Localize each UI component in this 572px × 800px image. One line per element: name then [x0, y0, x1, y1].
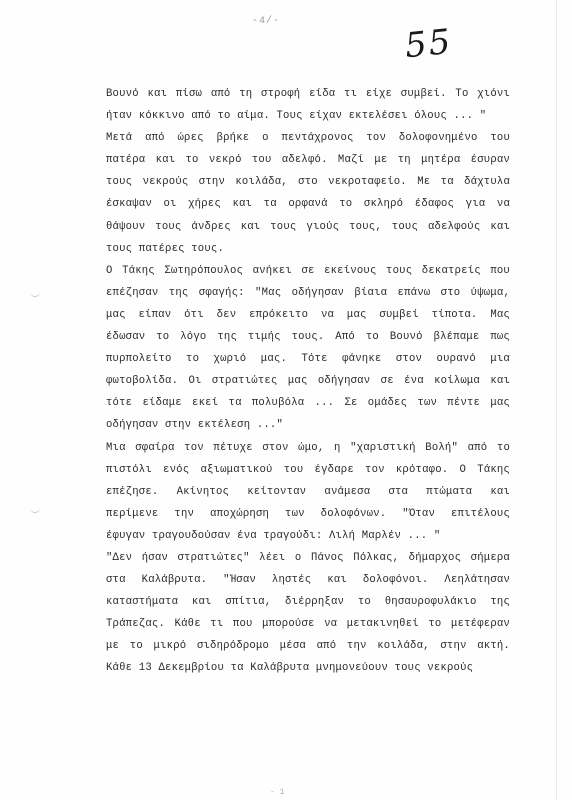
text-line: στα Καλάβρυτα. "Ήσαν ληστές και δολοφόνοι. Λεηλάτησαν [106, 574, 510, 587]
text-line: έσκαψαν οι χήρες και τα ορφανά το σκληρό έδαφος για να [106, 198, 510, 211]
body-text [106, 83, 510, 680]
punch-hole-mark [30, 290, 40, 297]
handwritten-page-number: 55 [403, 21, 455, 67]
text-line: τους πατέρες τους. [106, 242, 225, 255]
text-line: περίμενε την αποχώρηση των δολοφόνων. "Όταν επιτέλους [106, 507, 510, 520]
text-line: Κάθε 13 Δεκεμβρίου τα Καλάβρυτα μνημονεύουν τους νεκρούς [106, 662, 474, 675]
text-line: πυρπολείτο το χωριό μας. Τότε φάνηκε στον ουρανό μια [106, 353, 510, 366]
text-line: Βουνό και πίσω από τη στροφή είδα τι είχε συμβεί. Το χιόνι [106, 88, 510, 100]
text-line: επέζησαν της σφαγής: "Μας οδήγησαν βίαια επάνω στο ύψωμα, [106, 286, 510, 299]
text-line: καταστήματα και σπίτια, διέρρηξαν το θησαυροφυλάκιο της [106, 596, 510, 609]
text-line: έφυγαν τραγουδούσαν ένα τραγούδι: Λιλή Μαρλέν ... " [106, 529, 441, 542]
text-line: Μια σφαίρα τον πέτυχε στον ώμο, η "χαριστική Βολή" από το [106, 441, 510, 454]
text-line: φωτοβολίδα. Οι στρατιώτες μας οδήγησαν σε ένα κοίλωμα και [106, 375, 510, 388]
bottom-page-mark: - 1 [270, 788, 285, 797]
page-edge [556, 0, 557, 800]
text-line: θάψουν τους άνδρες και τους γιούς τους, τους αδελφούς και [106, 220, 510, 233]
text-line: τότε είδαμε εκεί τα πολυβόλα ... Σε ομάδες των πέντε μας [106, 397, 510, 410]
top-page-mark: -4/- [252, 16, 281, 27]
text-line: έδωσαν το λόγο της τιμής τους. Από το Βουνό βλέπαμε πως [106, 331, 510, 344]
text-line: Ο Τάκης Σωτηρόπουλος ανήκει σε εκείνους τους δεκατρείς που [106, 264, 510, 277]
punch-hole-mark [30, 506, 40, 513]
text-line: οδήγησαν στην εκτέλεση ..." [106, 419, 284, 432]
text-line: Μετά από ώρες βρήκε ο πεντάχρονος τον δολοφονημένο του [106, 132, 510, 145]
text-line: τους νεκρούς στην κοιλάδα, στο νεκροταφείο. Με τα δάχτυλα [106, 176, 510, 189]
text-line: "Δεν ήσαν στρατιώτες" λέει ο Πάνος Πόλκας, δήμαρχος σήμερα [106, 551, 510, 564]
text-line: με το μικρό σιδηρόδρομο μέσα από την κοιλάδα, στην ακτή. [106, 640, 510, 653]
text-line: πιστόλι ενός αξιωματικού του έγδαρε τον κρόταφο. Ο Τάκης [106, 463, 510, 476]
text-line: Τράπεζας. Κάθε τι που μπορούσε να μετακινηθεί το μετέφεραν [106, 618, 510, 631]
text-line: μας είπαν ότι δεν επρόκειτο να μας συμβεί τίποτα. Μας [106, 308, 510, 321]
text-line: πατέρα και το νεκρό του αδελφό. Μαζί με τη μητέρα έσυραν [106, 154, 510, 167]
text-line: ήταν κόκκινο από το αίμα. Τους είχαν εκτελέσει όλους ... " [106, 110, 487, 123]
text-line: επέζησε. Ακίνητος κείτονταν ανάμεσα στα πτώματα και [106, 485, 510, 498]
